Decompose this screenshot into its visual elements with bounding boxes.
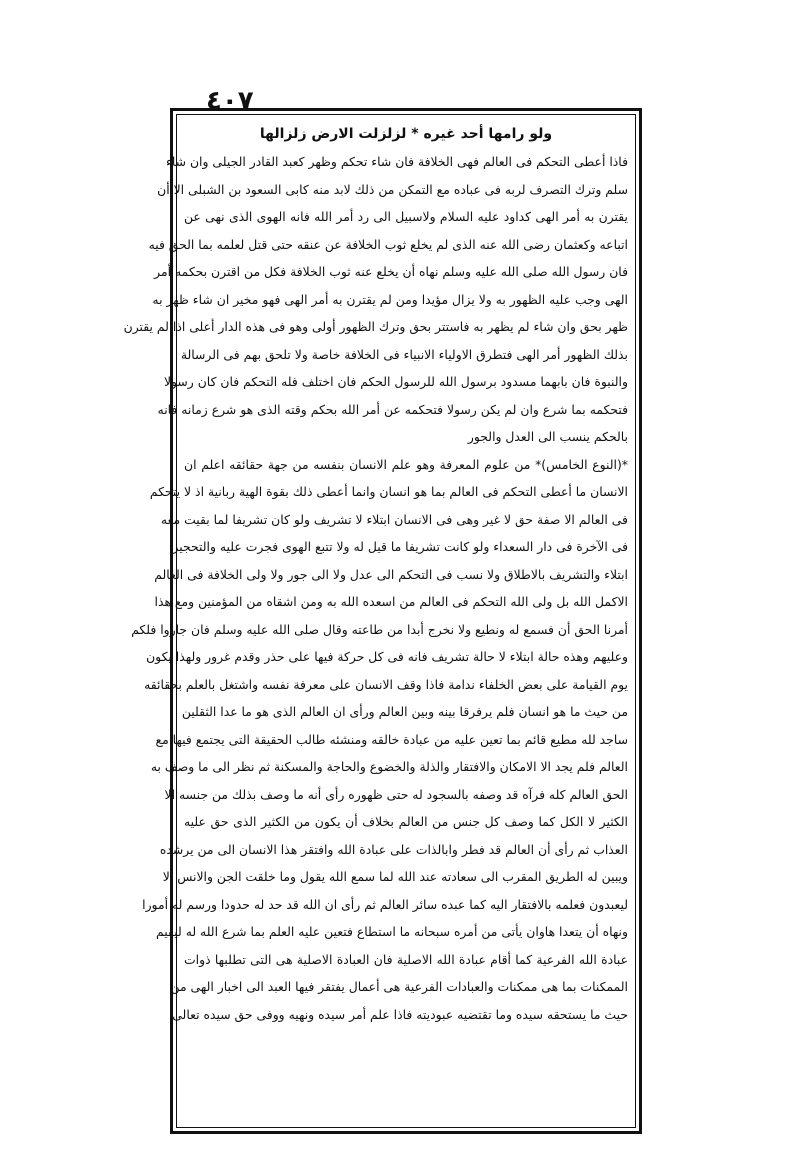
text-line: ليعبدون فعلمه بالافتقار اليه كما عبده سائر العالم ثم رأى ان الله قد حد له حدودا ورسم له أمورا (142, 896, 628, 912)
text-line: الممكنات بما هى ممكنات والعبادات الفرعية هى أعمال يفتقر فيها العبد الى اخبار الهى من (170, 979, 628, 994)
text-line: سلم وترك التصرف لربه فى عباده مع التمكن من ذلك لابد منه كابى السعود بن الشبلى الا أن (157, 181, 628, 197)
text-line: ظهر بحق وان شاء لم يظهر به فاستتر بحق وترك الظهور أولى وهو فى هذه الدار أعلى اذا لم يقترن (123, 319, 628, 334)
text-line: عبادة الله الفرعية كما أقام عبادة الله الاصلية فان العبادة الاصلية هى التى تطلبها ذوات (184, 951, 628, 967)
text-line: الحق العالم كله فرآه قد وصفه بالسجود له حتى ظهوره رأى أنه ما وصف بذلك من جنسه الا (164, 786, 628, 802)
text-line: فاذا أعطى التحكم فى العالم فهى الخلافة فان شاء تحكم وظهر كعبد القادر الجيلى وان شاء (166, 154, 628, 169)
page-number: ٤٠٧ (206, 86, 254, 116)
text-lines (123, 148, 628, 1028)
text-line: فى الآخرة فى دار السعداء ولو كانت تشريفا ما قيل له ولا تتبع الهوى فجرت عليه والتحجير (172, 539, 628, 554)
text-line: والنبوة فان بابهما مسدود برسول الله للرسول الحكم فان اختلف فله التحكم فان كان رسولا (163, 374, 628, 389)
text-line: فى العالم الا صفة حق لا غير وهى فى الانسان ابتلاء لا تشريف ولو كان تشريفا لما بقيت معه (160, 511, 628, 527)
text-line: أمرنا الحق أن فسمع له ونطيع ولا نخرج أبدا من طاعته وقال صلى الله عليه وسلم فان جاروا فلكم (131, 621, 628, 637)
text-line: وعليهم وهذه حالة ابتلاء لا حالة تشريف فانه فى كل حركة فيها على حذر وقدم غرور ولهذا يكون (146, 649, 628, 664)
text-line: الاكمل الله بل ولى الله التحكم فى العالم من اسعده الله به ومن اشقاه من المؤمنين ومع هذا (154, 594, 628, 609)
text-line: يقترن به أمر الهى كداود عليه السلام ولاسبيل الى رد أمر الله فانه الهوى الذى نهى عن (184, 209, 628, 224)
text-line: حيث ما يستحقه سيده وما تقتضيه عبوديته فاذا علم أمر سيده ونهيه ووفى حق سيده تعالى (172, 1006, 628, 1022)
text-line: فتحكمه بما شرع وان لم يكن رسولا فتحكمه عن أمر الله بحكم وقته الذى هو شرع زمانه فانه (157, 401, 628, 417)
text-line: يوم القيامة على بعض الخلفاء ندامة فاذا وقف الانسان على معرفة نفسه واشتغل بالعلم بحقائقه (144, 676, 628, 692)
text-line: العذاب ثم رأى أن العالم قد فطر وابالذات على عبادة الله وافتقر هذا الانسان الى من يرشده (159, 841, 628, 857)
text-line: بذلك الظهور أمر الهى فتطرق الاولياء الانبياء فى الخلافة خاصة ولا تلحق بهم فى الرسالة (180, 346, 628, 362)
text-line: ويبين له الطريق المقرب الى سعادته عند الله لما سمع الله يقول وما خلقت الجن والانس الا (162, 869, 628, 884)
text-line: فان رسول الله صلى الله عليه وسلم نهاه أن يخلع عنه ثوب الخلافة فكل من اقترن بحكمه أمر (154, 264, 628, 279)
text-line: الهى وجب عليه الظهور به ولا يزال مؤيدا ومن لم يقترن به أمر الهى فهو مخير ان شاء ظهر به (152, 291, 628, 307)
verse-heading: ولو رامها أحد غيره * لزلزلت الارض زلزالها (259, 126, 553, 142)
text-line: *(النوع الخامس)* من علوم المعرفة وهو علم الانسان بنفسه من جهة حقائقه اعلم ان (184, 456, 628, 472)
main-text-block (123, 120, 628, 1126)
text-line: ساجد لله مطيع قائم بما تعين عليه من عبادة خالقه ومنشئه طالب الحقيقة التى يجتمع فيها مع (155, 731, 628, 747)
text-line: من حيث ما هو انسان فلم يرفرقا بينه وبين العالم ورأى ان العالم الذى هو ما عدا الثقلين (181, 704, 628, 719)
text-line: الانسان ما أعطى التحكم فى العالم بما هو انسان وانما أعطى ذلك بقوة الهية ربانية اذ لا يتحكم (149, 484, 628, 499)
text-line: الكثير لا الكل كما وصف كل جنس من العالم بخلاف أن يكون من الكثير الذى حق عليه (184, 814, 628, 829)
text-line: العالم فلم يجد الا الامكان والافتقار والذلة والخضوع والحاجة والمسكنة ثم نظر الى ما وصف به (150, 759, 628, 774)
text-line: بالحكم ينسب الى العدل والجور (467, 429, 628, 444)
text-line: ونهاه أن يتعدا هاوان يأتى من أمره سبحانه ما استطاع فتعين عليه العلم بما شرع الله له ليقيم (155, 924, 628, 939)
text-line: اتباعه وكعثمان رضى الله عنه الذى لم يخلع ثوب الخلافة عن عنقه حتى قتل لعلمه بما الحق فيه (148, 236, 628, 252)
text-line: ابتلاء والتشريف بالاطلاق ولا نسب فى التحكم الى عدل ولا الى جور ولا ولى الخلافة فى العالم (154, 566, 628, 582)
